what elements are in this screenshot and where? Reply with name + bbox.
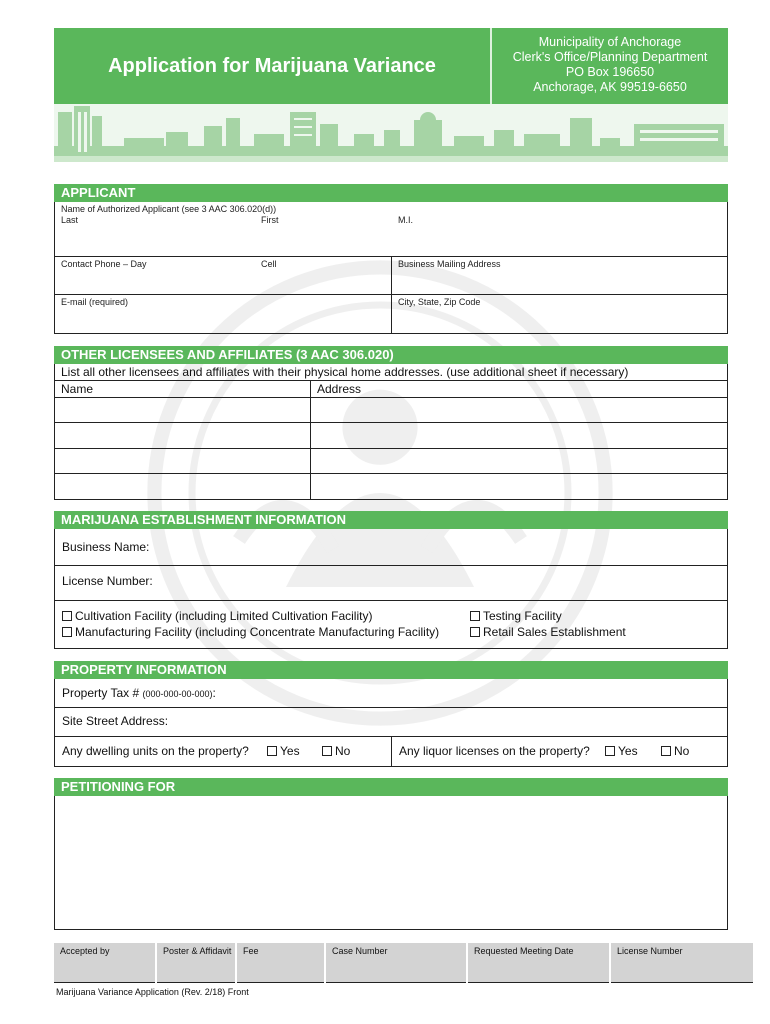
liquor-no-label: No <box>674 744 690 758</box>
property-section <box>54 661 728 767</box>
applicant-heading: APPLICANT <box>54 184 728 202</box>
dwelling-yes-option[interactable] <box>267 744 300 758</box>
divider <box>55 473 727 474</box>
license-number-office-field[interactable]: License Number <box>617 946 683 956</box>
establishment-box <box>54 529 728 649</box>
accepted-by-field[interactable]: Accepted by <box>60 946 110 956</box>
divider <box>55 707 727 708</box>
property-tax-label: Property Tax # <box>62 686 140 700</box>
address-line-4: Anchorage, AK 99519-6650 <box>533 80 687 94</box>
liquor-yes-label: Yes <box>618 744 638 758</box>
divider <box>55 448 727 449</box>
testing-facility-option[interactable] <box>470 609 562 623</box>
city-state-zip-field[interactable]: City, State, Zip Code <box>398 297 481 307</box>
establishment-section <box>54 511 728 649</box>
address-line-1: Municipality of Anchorage <box>538 35 682 49</box>
divider <box>55 565 727 566</box>
property-heading: PROPERTY INFORMATION <box>54 661 728 679</box>
municipality-address <box>492 35 728 95</box>
divider <box>55 380 727 381</box>
property-tax-format: (000-000-00-000) <box>142 689 213 699</box>
checkbox[interactable] <box>322 746 332 756</box>
requested-meeting-date-field[interactable]: Requested Meeting Date <box>474 946 574 956</box>
property-box <box>54 679 728 767</box>
fee-field[interactable]: Fee <box>243 946 259 956</box>
applicant-name-label: Name of Authorized Applicant (see 3 AAC 306.020(d)) <box>61 204 277 214</box>
last-name-field[interactable]: Last <box>61 215 79 225</box>
property-tax-field[interactable] <box>62 686 216 700</box>
cultivation-facility-option[interactable] <box>62 609 372 623</box>
column-divider <box>391 736 392 767</box>
checkbox[interactable] <box>661 746 671 756</box>
dwelling-units-question: Any dwelling units on the property? <box>62 744 249 758</box>
checkbox[interactable] <box>62 627 72 637</box>
applicant-box <box>54 202 728 334</box>
office-use-bar <box>54 943 753 983</box>
establishment-heading: MARIJUANA ESTABLISHMENT INFORMATION <box>54 511 728 529</box>
case-number-field[interactable]: Case Number <box>332 946 388 956</box>
liquor-licenses-question: Any liquor licenses on the property? <box>399 744 590 758</box>
divider <box>55 600 727 601</box>
dwelling-yes-label: Yes <box>280 744 300 758</box>
petition-textarea[interactable] <box>54 796 728 930</box>
retail-sales-label: Retail Sales Establishment <box>483 625 626 639</box>
dwelling-no-label: No <box>335 744 351 758</box>
retail-sales-option[interactable] <box>470 625 626 639</box>
first-name-field[interactable]: First <box>261 215 279 225</box>
petition-heading: PETITIONING FOR <box>54 778 728 796</box>
site-street-address-field[interactable]: Site Street Address: <box>62 714 169 728</box>
checkbox[interactable] <box>605 746 615 756</box>
business-name-field[interactable]: Business Name: <box>62 540 150 554</box>
middle-initial-field[interactable]: M.I. <box>398 215 413 225</box>
page-title: Application for Marijuana Variance <box>108 54 436 77</box>
checkbox[interactable] <box>267 746 277 756</box>
city-skyline-illustration <box>54 104 728 162</box>
licensees-box <box>54 364 728 500</box>
divider <box>55 422 727 423</box>
license-number-field[interactable]: License Number: <box>62 574 153 588</box>
manufacturing-facility-label: Manufacturing Facility (including Concentrate Manufacturing Facility) <box>75 625 440 639</box>
column-divider <box>310 380 311 500</box>
liquor-yes-option[interactable] <box>605 744 638 758</box>
address-line-3: PO Box 196650 <box>565 65 655 79</box>
checkbox[interactable] <box>470 627 480 637</box>
checkbox[interactable] <box>470 611 480 621</box>
petition-section <box>54 778 728 930</box>
email-field[interactable]: E-mail (required) <box>61 297 129 307</box>
address-line-2: Clerk's Office/Planning Department <box>512 50 708 64</box>
cell-phone-field[interactable]: Cell <box>261 259 277 269</box>
licensees-section <box>54 346 728 500</box>
dwelling-no-option[interactable] <box>322 744 350 758</box>
checkbox[interactable] <box>62 611 72 621</box>
liquor-no-option[interactable] <box>661 744 689 758</box>
property-tax-colon: : <box>212 686 216 700</box>
poster-affidavit-field[interactable]: Poster & Affidavit <box>163 946 232 956</box>
form-revision-note: Marijuana Variance Application (Rev. 2/18) Front <box>56 987 249 997</box>
testing-facility-label: Testing Facility <box>483 609 562 623</box>
contact-phone-day-field[interactable]: Contact Phone – Day <box>61 259 147 269</box>
licensee-address-header: Address <box>317 382 362 396</box>
licensees-instructions: List all other licensees and affiliates with their physical home addresses. (use additional sheet if necessary) <box>61 365 629 379</box>
licensees-heading: OTHER LICENSEES AND AFFILIATES (3 AAC 306.020) <box>54 346 728 364</box>
business-mailing-address-field[interactable]: Business Mailing Address <box>398 259 501 269</box>
manufacturing-facility-option[interactable] <box>62 625 439 639</box>
column-divider <box>391 256 392 334</box>
divider <box>55 397 727 398</box>
cultivation-facility-label: Cultivation Facility (including Limited Cultivation Facility) <box>75 609 373 623</box>
applicant-section <box>54 184 728 334</box>
licensee-name-header: Name <box>61 382 94 396</box>
